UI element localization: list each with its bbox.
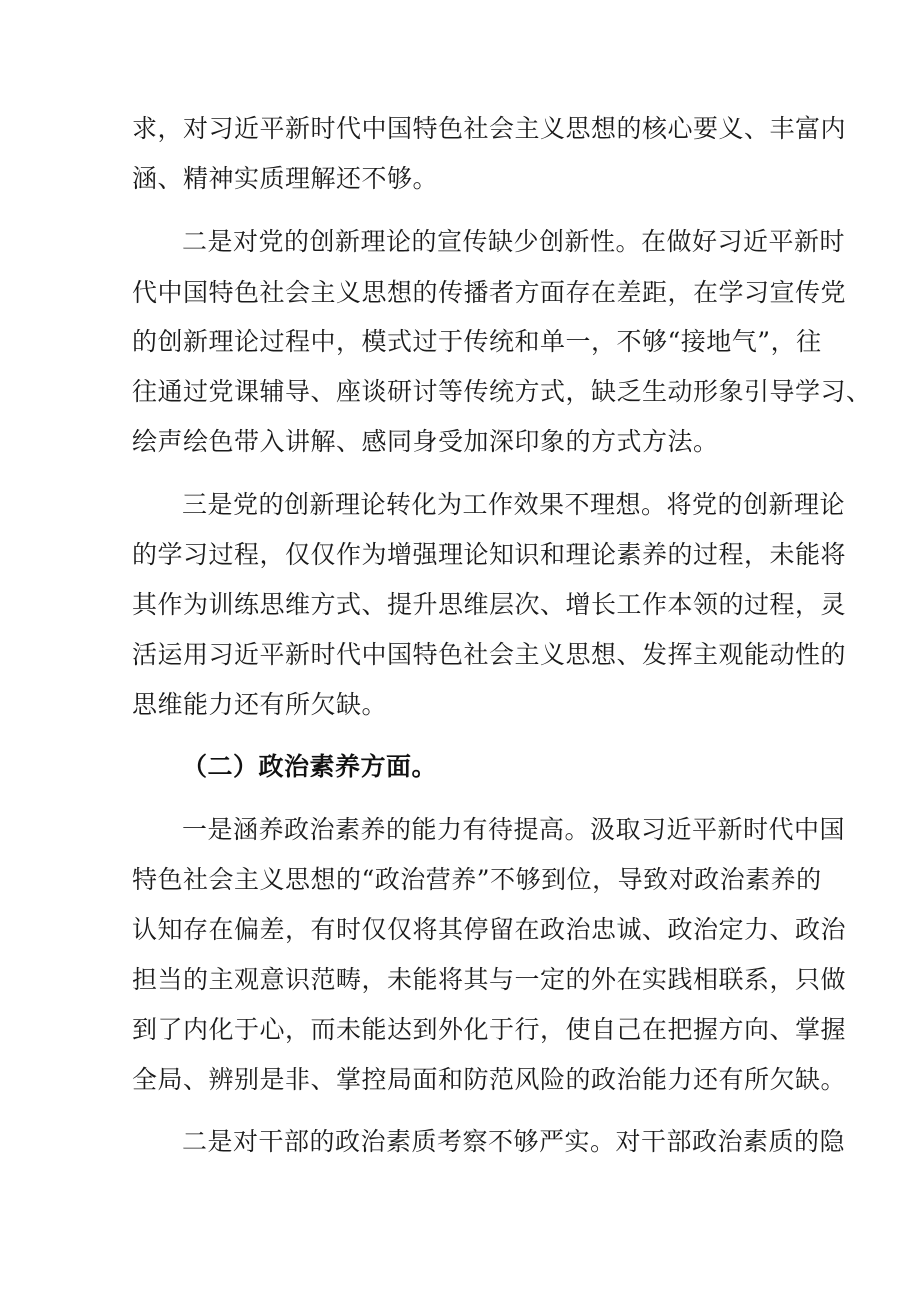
body-text-line: 活运用习近平新时代中国特色社会主义思想、发挥主观能动性的	[132, 640, 847, 669]
body-text-line: 绘声绘色带入讲解、感同身受加深印象的方式方法。	[132, 427, 719, 456]
body-text-line: 求，对习近平新时代中国特色社会主义思想的核心要义、丰富内	[132, 114, 847, 143]
paragraph-first-line: 二是对干部的政治素质考察不够严实。对干部政治素质的隐	[182, 1127, 846, 1156]
body-text-line: 的创新理论过程中，模式过于传统和单一，不够“接地气”，往	[132, 327, 822, 356]
paragraph-first-line: 一是涵养政治素养的能力有待提高。汲取习近平新时代中国	[182, 815, 846, 844]
body-text-line: 代中国特色社会主义思想的传播者方面存在差距，在学习宣传党	[132, 278, 847, 307]
section-heading: （二）政治素养方面。	[182, 752, 438, 781]
body-text-line: 特色社会主义思想的“政治营养”不够到位，导致对政治素养的	[132, 865, 822, 894]
paragraph-first-line: 三是党的创新理论转化为工作效果不理想。将党的创新理论	[182, 490, 846, 519]
body-text-line: 认知存在偏差，有时仅仅将其停留在政治忠诚、政治定力、政治	[132, 915, 847, 944]
body-text-line: 到了内化于心，而未能达到外化于行，使自己在把握方向、掌握	[132, 1015, 847, 1044]
body-text-line: 担当的主观意识范畴，未能将其与一定的外在实践相联系，只做	[132, 965, 847, 994]
body-text-line: 涵、精神实质理解还不够。	[132, 164, 439, 193]
body-text-line: 思维能力还有所欠缺。	[132, 690, 388, 719]
body-text-line: 的学习过程，仅仅作为增强理论知识和理论素养的过程，未能将	[132, 540, 847, 569]
body-text-line: 往通过党课辅导、座谈研讨等传统方式，缺乏生动形象引导学习、	[132, 377, 872, 406]
body-text-line: 其作为训练思维方式、提升思维层次、增长工作本领的过程，灵	[132, 590, 847, 619]
paragraph-first-line: 二是对党的创新理论的宣传缺少创新性。在做好习近平新时	[182, 227, 846, 256]
body-text-line: 全局、辨别是非、掌控局面和防范风险的政治能力还有所欠缺。	[132, 1065, 847, 1094]
